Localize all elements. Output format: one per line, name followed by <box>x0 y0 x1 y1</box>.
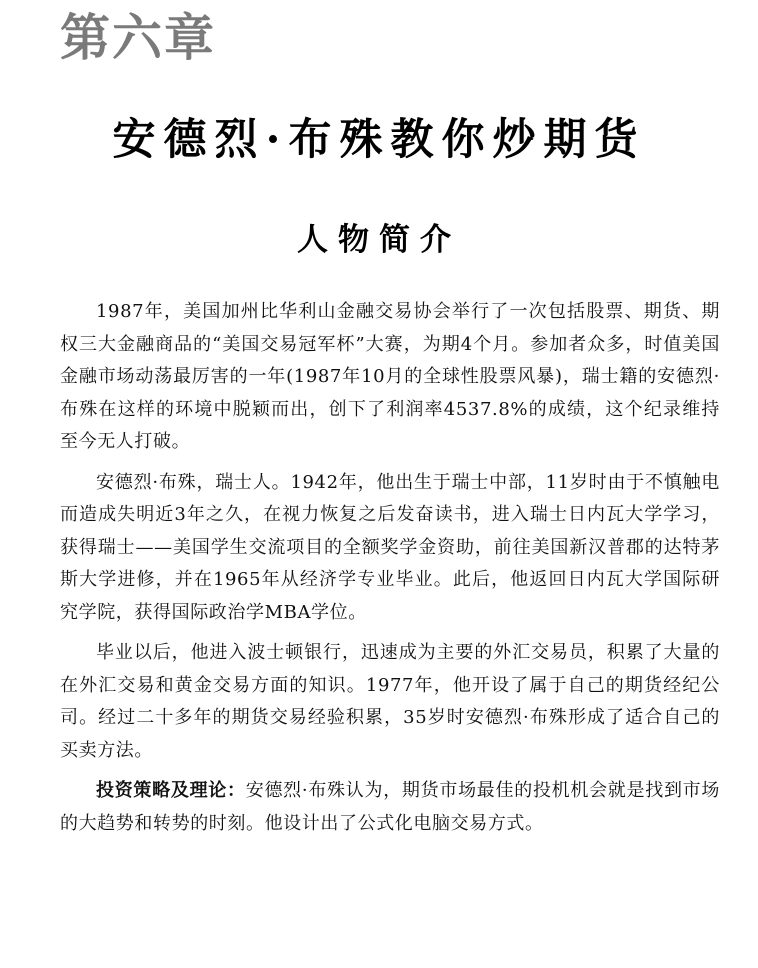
paragraph-strategy <box>60 775 720 840</box>
body-text <box>60 296 720 848</box>
chapter-title: 安德烈·布殊教你炒期货 <box>112 115 646 165</box>
chapter-label: 第六章 <box>60 9 216 67</box>
strategy-label: 投资策略及理论： <box>96 780 246 801</box>
paragraph-intro: 1987年，美国加州比华利山金融交易协会举行了一次包括股票、期货、期权三大金融商品的“美国交易冠军杯”大赛，为期4个月。参加者众多，时值美国金融市场动荡最厉害的一年(1987年10月的全球性股票风暴)，瑞士籍的安德烈·布殊在这样的环境中脱颖而出，创下了利润率4537.8%的成绩，这个纪录维持至今无人打破。 <box>60 301 720 452</box>
paragraph-biography: 安德烈·布殊，瑞士人。1942年，他出生于瑞士中部，11岁时由于不慎触电而造成失明近3年之久，在视力恢复之后发奋读书，进入瑞士日内瓦大学学习，获得瑞士——美国学生交流项目的全额奖学金资助，前往美国新汉普郡的达特茅斯大学进修，并在1965年从经济学专业毕业。此后，他返回日内瓦大学国际研究学院，获得国际政治学MBA学位。 <box>60 471 720 623</box>
strategy-text: 安德烈·布殊认为，期货市场最佳的投机机会就是找到市场的大趋势和转势的时刻。他设计出了公式化电脑交易方式。 <box>60 780 720 834</box>
section-title: 人物简介 <box>297 222 461 258</box>
paragraph-career: 毕业以后，他进入波士顿银行，迅速成为主要的外汇交易员，积累了大量的在外汇交易和黄金交易方面的知识。1977年，他开设了属于自己的期货经纪公司。经过二十多年的期货交易经验积累，35岁时安德烈·布殊形成了适合自己的买卖方法。 <box>60 642 720 761</box>
